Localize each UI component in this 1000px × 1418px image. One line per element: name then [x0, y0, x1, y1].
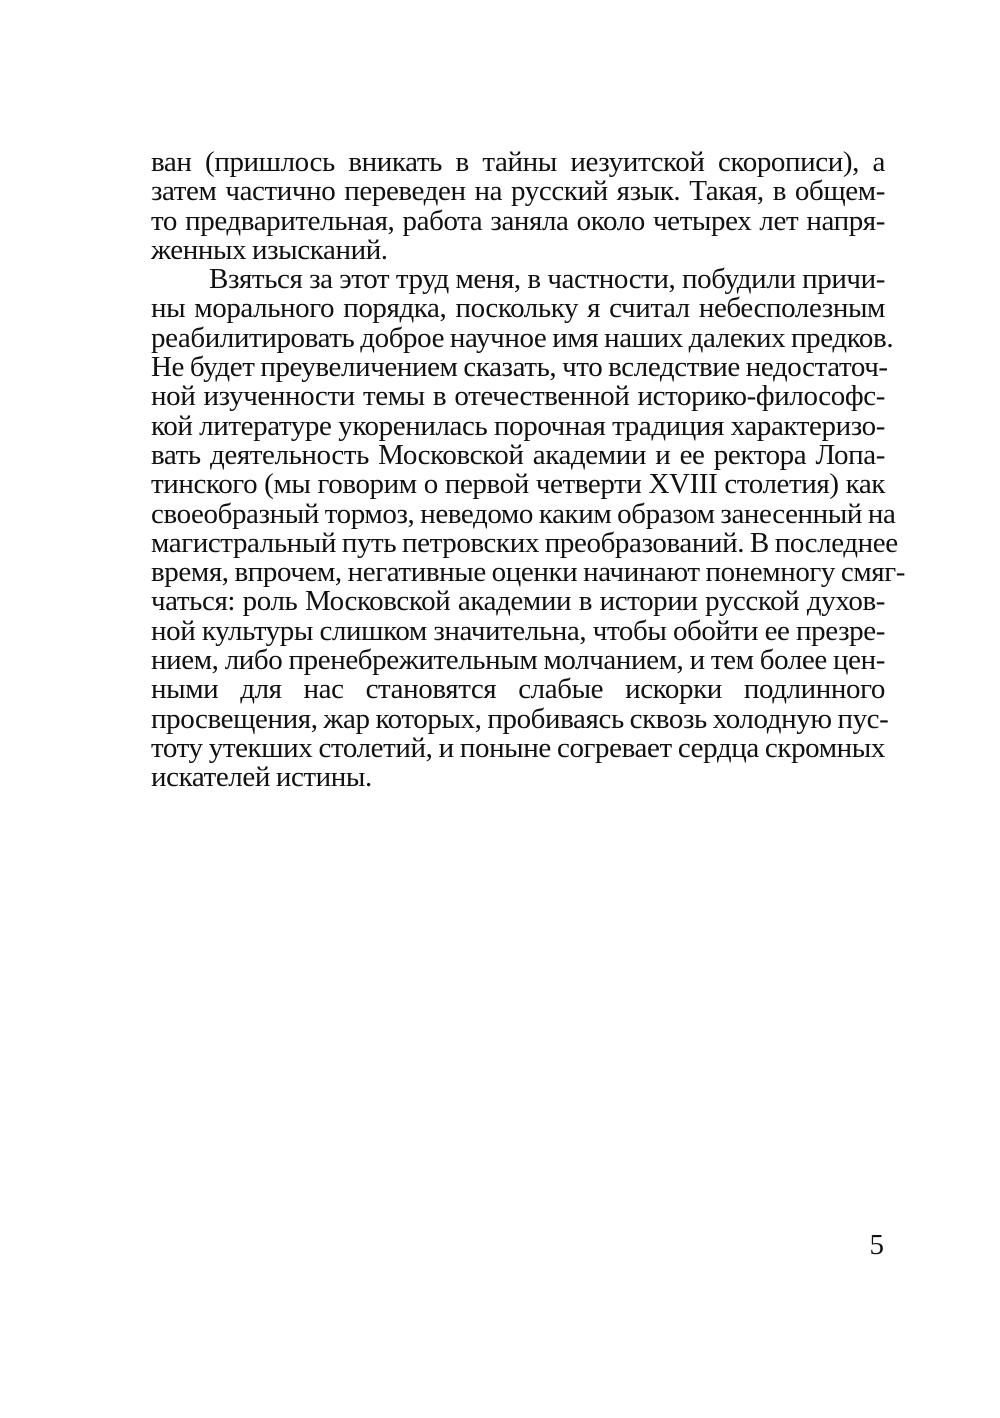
text-line: то предварительная, работа заняла около четырех лет напря- — [151, 204, 885, 237]
text-line: ван (пришлось вникать в тайны иезуитской скорописи), а — [151, 146, 885, 178]
text-line: просвещения, жар которых, пробиваясь сквозь холодную пус- — [151, 702, 889, 735]
text-line: реабилитировать доброе научное имя наших далеких предков. — [151, 321, 894, 354]
paragraph-1 — [151, 148, 885, 265]
text-line: магистральный путь петровских преобразований. В последнее — [151, 526, 898, 559]
body-text — [151, 146, 905, 794]
text-line: Не будет преувеличением сказать, что вследствие недостаточ- — [151, 351, 888, 384]
text-line: время, впрочем, негативные оценки начинают понемногу смяг- — [151, 556, 905, 589]
paragraph-2 — [151, 263, 905, 794]
text-line: затем частично переведен на русский язык. Такая, в общем- — [151, 175, 885, 208]
text-line: ной культуры слишком значительна, чтобы обойти ее презре- — [151, 614, 885, 647]
text-line: чаться: роль Московской академии в истории русской духов- — [151, 585, 885, 618]
text-line: вать деятельность Московской академии и ее ректора Лопа- — [151, 438, 885, 471]
text-line: женных изысканий. — [151, 233, 388, 266]
text-line: тоту утекших столетий, и поныне согревает сердца скромных — [151, 731, 885, 764]
text-line: своеобразный тормоз, неведомо каким образом занесенный на — [151, 497, 896, 530]
text-line: нием, либо пренебрежительным молчанием, и тем более цен- — [151, 644, 885, 677]
text-line: тинского (мы говорим о первой четверти XVIII столетия) как — [151, 468, 885, 501]
text-line: ны морального порядка, поскольку я считал небесполезным — [151, 292, 885, 325]
text-line: кой литературе укоренилась порочная традиция характеризо- — [151, 409, 885, 442]
text-line: ной изученности темы в отечественной историко-философс- — [151, 380, 885, 413]
page-number: 5 — [869, 1229, 884, 1261]
text-line: ными для нас становятся слабые искорки подлинного — [151, 673, 885, 706]
text-line: Взяться за этот труд меня, в частности, побудили причи- — [209, 263, 885, 296]
text-line: искателей истины. — [151, 761, 372, 794]
